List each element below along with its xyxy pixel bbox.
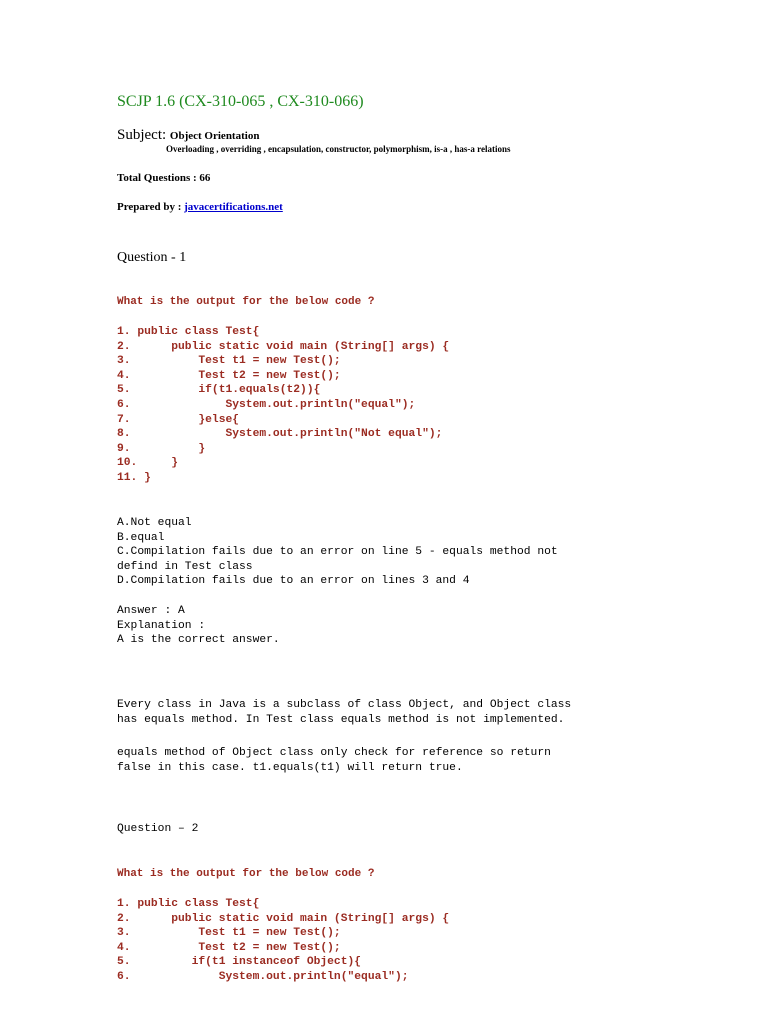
question-1-explanation-2: equals method of Object class only check for reference so return false in this case. t1.equals(t1) will return true. — [117, 747, 551, 774]
question-1-heading: Question - 1 — [117, 250, 187, 265]
prepared-by — [117, 201, 283, 213]
question-1-answer: Answer : A Explanation : A is the correct answer. — [117, 605, 280, 647]
subject-row — [117, 127, 259, 144]
question-2-prompt: What is the output for the below code ? — [117, 868, 375, 880]
question-2-heading: Question – 2 — [117, 823, 199, 835]
question-1-options: A.Not equal B.equal C.Compilation fails due to an error on line 5 - equals method not defind in Test class D.Compilation fails due to an error on lines 3 and 4 — [117, 517, 558, 588]
total-questions: Total Questions : 66 — [117, 172, 211, 184]
document-title: SCJP 1.6 (CX-310-065 , CX-310-066) — [117, 93, 364, 110]
question-1-code: 1. public class Test{ 2. public static void main (String[] args) { 3. Test t1 = new Test(); 4. Test t2 = new Test(); 5. if(t1.equals(t2)){ 6. System.out.println("equal"); 7. }else{ 8. System.out.println("Not equal"); 9. } 10. } 11. } — [117, 326, 450, 484]
topics-line: Overloading , overriding , encapsulation, constructor, polymorphism, is-a , has-a relations — [166, 144, 511, 154]
question-1-explanation-1: Every class in Java is a subclass of class Object, and Object class has equals method. In Test class equals method is not implemented. — [117, 699, 572, 726]
prepared-by-label: Prepared by : — [117, 201, 182, 213]
subject-value: Object Orientation — [169, 130, 260, 142]
subject-label: Subject: — [117, 127, 167, 143]
prepared-by-link[interactable]: javacertifications.net — [184, 201, 283, 213]
question-2-code: 1. public class Test{ 2. public static void main (String[] args) { 3. Test t1 = new Test(); 4. Test t2 = new Test(); 5. if(t1 instanceof Object){ 6. System.out.println("equal"); — [117, 898, 450, 983]
question-1-prompt: What is the output for the below code ? — [117, 296, 375, 308]
